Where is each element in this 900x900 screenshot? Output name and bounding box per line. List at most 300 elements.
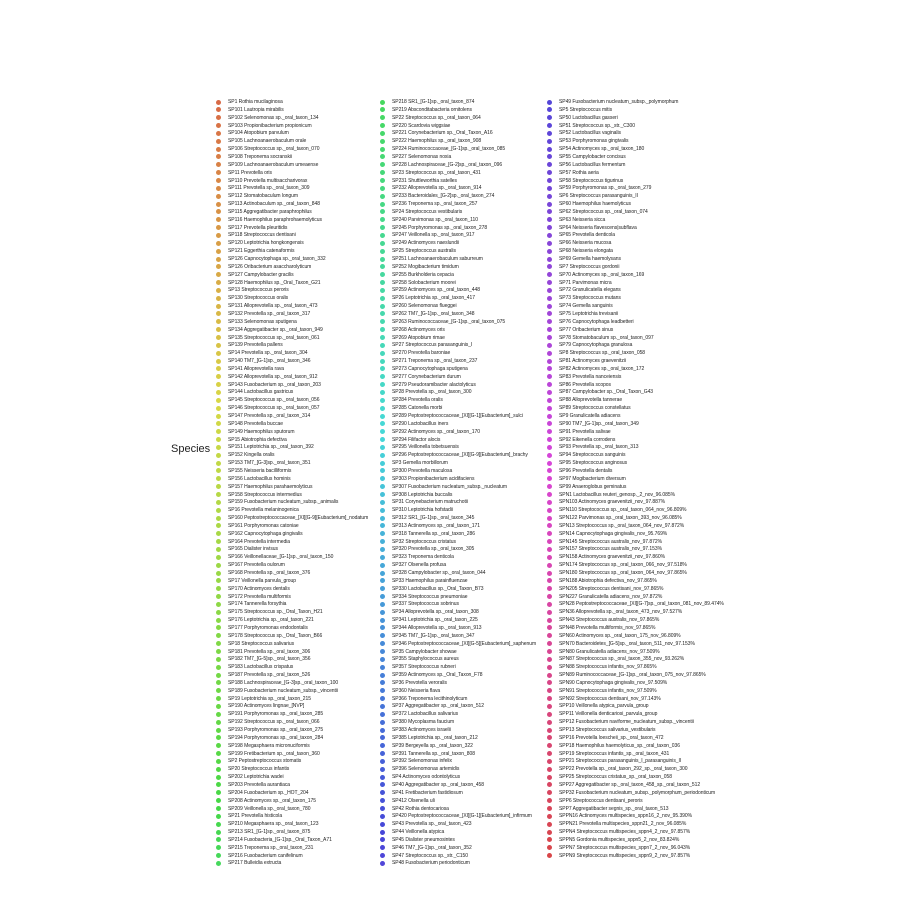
- legend-key-dot: [380, 602, 385, 607]
- legend-key-dot: [547, 194, 552, 199]
- legend-label: SP88 Alloprevotella tannerae: [559, 397, 623, 404]
- legend-entry: [380, 812, 532, 820]
- legend-entry: [380, 506, 453, 514]
- legend-key-dot: [380, 775, 385, 780]
- legend-label: SP86 Prevotella scopos: [559, 381, 611, 388]
- legend-label: SPP21 Streptococcus parasanguinis_I_parasanguinis_II: [559, 758, 682, 765]
- legend-entry: [216, 326, 323, 334]
- legend-entry: [216, 687, 338, 695]
- legend-label: SP164 Prevotella intermedia: [228, 538, 291, 545]
- legend-label: SP34 Alloprevotella sp._oral_taxon_308: [392, 609, 479, 616]
- legend-label: SP128 Haemophilus sp._Oral_Taxon_G21: [228, 279, 321, 286]
- legend-label: SPN174 Streptococcus sp._oral_taxon_066_nov_97.518%: [559, 562, 687, 569]
- legend-label: SP4 Actinomyces odontolyticus: [392, 774, 461, 781]
- legend-label: SP111 Prevotella sp._oral_taxon_309: [228, 185, 310, 192]
- legend-label: SP101 Lautropia mirabilis: [228, 106, 284, 113]
- legend-label: SP167 Prevotella oulorum: [228, 562, 285, 569]
- legend-entry: [547, 404, 631, 412]
- legend-entry: [547, 506, 686, 514]
- legend-entry: [216, 522, 299, 530]
- legend-entry: [380, 436, 440, 444]
- legend-entry: [547, 341, 632, 349]
- legend-label: SP9 Granulicatella adiacens: [559, 413, 621, 419]
- legend-entry: [380, 757, 452, 765]
- legend-entry: [380, 828, 444, 836]
- legend-entry: [547, 145, 644, 153]
- legend-label: SP181 Prevotella sp._oral_taxon_306: [228, 648, 311, 655]
- legend-label: SP231 Shuttleworthia satelles: [392, 177, 457, 184]
- legend-key-dot: [380, 837, 385, 842]
- legend-key-dot: [380, 790, 385, 795]
- legend-key-dot: [216, 696, 221, 701]
- legend-key-dot: [380, 657, 385, 662]
- legend-label: SPN28 Peptostreptococcaceae_[XI][G-7]sp._oral_taxon_081_nov_89.474%: [559, 601, 724, 608]
- legend-entry: [547, 828, 690, 836]
- legend-entry: [380, 702, 484, 710]
- legend-key-dot: [216, 508, 221, 513]
- legend-entry: [547, 522, 684, 530]
- legend-label: SPN157 Streptococcus australis_nov_97.153%: [559, 546, 662, 553]
- legend-key-dot: [547, 798, 552, 803]
- legend-entry: [380, 475, 474, 483]
- legend-key-dot: [547, 476, 552, 481]
- legend-key-dot: [547, 539, 552, 544]
- legend-label: SP106 Streptococcus sp._oral_taxon_070: [228, 146, 320, 153]
- legend-label: SP126 Oribacterium asaccharolyticum: [228, 263, 312, 270]
- legend-key-dot: [216, 217, 221, 222]
- legend-key-dot: [216, 728, 221, 733]
- legend-entry: [547, 820, 686, 828]
- legend-label: SPN1 Lactobacillus reuteri_genosp._2_nov_96.085%: [559, 491, 676, 498]
- legend-entry: [547, 161, 625, 169]
- legend-label: SPP7 Aggregatibacter segnis_sp._oral_taxon_513: [559, 805, 669, 812]
- legend-label: SPP22 Prevotella sp._oral_taxon_292_sp._oral_taxon_300: [559, 766, 688, 773]
- legend-entry: [216, 506, 299, 514]
- legend-key-dot: [380, 594, 385, 599]
- legend-key-dot: [380, 782, 385, 787]
- legend-key-dot: [547, 822, 552, 827]
- legend-label: SP295 Veillonella tobetsuensis: [392, 444, 459, 451]
- legend-entry: [380, 773, 460, 781]
- legend-key-dot: [216, 115, 221, 120]
- legend-key-dot: [380, 406, 385, 411]
- legend-entry: [380, 679, 447, 687]
- legend-label: SP66 Neisseria mucosa: [559, 240, 612, 247]
- legend-key-dot: [547, 209, 552, 214]
- legend-label: SP1 Rothia mucilaginosa: [228, 99, 283, 105]
- legend-key-dot: [380, 115, 385, 120]
- legend-key-dot: [216, 673, 221, 678]
- legend-entry: [547, 436, 615, 444]
- legend-key-dot: [380, 272, 385, 277]
- legend-key-dot: [380, 853, 385, 858]
- legend-entry: [216, 805, 310, 813]
- legend-entry: [216, 702, 304, 710]
- legend-label: SP360 Neisseria flava: [392, 687, 441, 694]
- legend-key-dot: [547, 673, 552, 678]
- legend-entry: [380, 655, 459, 663]
- legend-entry: [380, 451, 528, 459]
- legend-key-dot: [547, 665, 552, 670]
- legend-entry: [547, 224, 637, 232]
- legend-label: SP132 Prevotella sp._oral_taxon_317: [228, 310, 311, 317]
- legend-key-dot: [216, 555, 221, 560]
- legend-key-dot: [547, 233, 552, 238]
- legend-key-dot: [216, 853, 221, 858]
- legend-label: SP28 Prevotella sp._oral_taxon_300: [392, 389, 472, 396]
- legend-entry: [380, 420, 448, 428]
- legend-key-dot: [216, 343, 221, 348]
- legend-entry: [380, 593, 468, 601]
- legend-key-dot: [380, 233, 385, 238]
- legend-key-dot: [380, 453, 385, 458]
- legend-label: SP166 Veillonellaceae_[G-1]sp._oral_taxon_150: [228, 554, 334, 561]
- legend-entry: [547, 114, 618, 122]
- legend-label: SP90 TM7_[G-1]sp._oral_taxon_349: [559, 420, 639, 427]
- legend-entry: [216, 600, 286, 608]
- legend-entry: [216, 852, 303, 860]
- legend-entry: [547, 624, 655, 632]
- legend-label: SP113 Actinobaculum sp._oral_taxon_848: [228, 201, 320, 208]
- legend-label: SP217 Bulleidia extructa: [228, 860, 282, 867]
- legend-key-dot: [216, 704, 221, 709]
- legend-key-dot: [216, 319, 221, 324]
- legend-entry: [547, 373, 621, 381]
- legend-label: SP290 Lactobacillus iners: [392, 420, 449, 427]
- legend-label: SP318 Tannerella sp._oral_taxon_286: [392, 530, 475, 537]
- legend-label: SPP32 Fusobacterium nucleatum_subsp._polymorphum_periodonticum: [559, 789, 716, 796]
- legend-key-dot: [380, 704, 385, 709]
- legend-label: SP44 Veillonella atypica: [392, 829, 445, 836]
- legend-label: SP118 Streptococcus dentisani: [228, 232, 296, 239]
- legend-label: SP83 Prevotella nanceiensis: [559, 373, 622, 380]
- legend-label: SP18 Streptococcus salivarius: [228, 640, 295, 647]
- legend-key-dot: [547, 264, 552, 269]
- legend-label: SP233 Bacteroidales_[G-2]sp._oral_taxon_274: [392, 193, 495, 200]
- legend-label: SP46 TM7_[G-1]sp._oral_taxon_352: [392, 844, 472, 851]
- legend-entry: [547, 271, 644, 279]
- legend-key-dot: [380, 382, 385, 387]
- legend-label: SP71 Parvimonas micra: [559, 279, 612, 286]
- legend-entry: [380, 208, 462, 216]
- legend-entry: [216, 200, 320, 208]
- legend-key-dot: [547, 657, 552, 662]
- legend-entry: [216, 710, 323, 718]
- legend-label: SP120 Leptotrichia hongkongensis: [228, 240, 304, 247]
- legend-key-dot: [216, 170, 221, 175]
- legend-label: SP94 Streptococcus sanguinis: [559, 452, 626, 459]
- legend-key-dot: [216, 720, 221, 725]
- legend-key-dot: [380, 107, 385, 112]
- legend-entry: [547, 216, 605, 224]
- legend-key-dot: [547, 249, 552, 254]
- legend-entry: [380, 443, 459, 451]
- legend-label: SP58 Streptococcus tigurinus: [559, 177, 624, 184]
- legend-entry: [547, 812, 692, 820]
- legend-label: SPN110 Streptococcus sp._oral_taxon_064_nov_96.809%: [559, 507, 687, 514]
- legend-entry: [380, 624, 482, 632]
- legend-entry: [216, 177, 307, 185]
- legend-label: SP14 Prevotella sp._oral_taxon_304: [228, 350, 308, 357]
- legend-label: SP140 TM7_[G-1]sp._oral_taxon_346: [228, 358, 311, 365]
- legend-key-dot: [216, 154, 221, 159]
- legend-key-dot: [216, 476, 221, 481]
- legend-entry: [216, 451, 274, 459]
- legend-entry: [380, 200, 477, 208]
- legend-entry: [216, 553, 333, 561]
- legend-label: SPPN9 Streptococcus multispecies_sppn9_2_nov_97.857%: [559, 852, 691, 859]
- legend-key-dot: [547, 123, 552, 128]
- legend-entry: [380, 459, 448, 467]
- legend-key-dot: [380, 186, 385, 191]
- legend-label: SP139 Prevotella pallens: [228, 342, 283, 349]
- legend-entry: [380, 538, 456, 546]
- legend-label: SP50 Lactobacillus gasseri: [559, 114, 618, 121]
- legend-entry: [216, 396, 320, 404]
- legend-entry: [380, 184, 482, 192]
- legend-entry: [216, 231, 296, 239]
- legend-entry: [547, 318, 634, 326]
- legend-label: SP3 Gemella morbillorum: [392, 460, 448, 467]
- legend-label: SP380 Mycoplasma faucium: [392, 719, 455, 726]
- legend-entry: [547, 98, 678, 106]
- legend-entry: [547, 600, 724, 608]
- legend-entry: [216, 436, 287, 444]
- legend-key-dot: [380, 225, 385, 230]
- legend-key-dot: [380, 390, 385, 395]
- legend-key-dot: [547, 775, 552, 780]
- legend-entry: [216, 357, 310, 365]
- legend-label: SPP27 Aggregatibacter sp._oral_taxon_458_sp._oral_taxon_512: [559, 781, 701, 788]
- legend-key-dot: [547, 704, 552, 709]
- legend-label: SPPN5 Gordonia multispecies_sppn5_2_nov_83.824%: [559, 836, 680, 843]
- legend-label: SPN88 Streptococcus infantis_nov_97.865%: [559, 664, 657, 671]
- legend-label: SPP6 Streptococcus dentisani_peroris: [559, 797, 643, 804]
- legend-label: SP22 Streptococcus sp._oral_taxon_064: [392, 114, 481, 121]
- legend-label: SP108 Treponema socranskii: [228, 153, 293, 160]
- legend-label: SP110 Prevotella multisaccharivorax: [228, 177, 308, 184]
- legend-key-dot: [216, 586, 221, 591]
- legend-label: SP68 Neisseria elongata: [559, 248, 613, 255]
- legend-entry: [216, 750, 320, 758]
- legend-label: SP296 Peptostreptococcaceae_[XI][G-9][Eubacterium]_brachy: [392, 452, 528, 459]
- legend-key-dot: [547, 186, 552, 191]
- legend-label: SP115 Aggregatibacter paraphrophilus: [228, 208, 312, 215]
- legend-key-dot: [216, 296, 221, 301]
- legend-label: SPN70 Bacteroidetes_[G-5]sp._oral_taxon_511_nov_97.153%: [559, 640, 695, 647]
- legend-key-dot: [380, 610, 385, 615]
- legend-entry: [380, 844, 472, 852]
- legend-label: SP35 Campylobacter showae: [392, 648, 457, 655]
- legend-key-dot: [380, 806, 385, 811]
- legend-key-dot: [216, 194, 221, 199]
- legend-entry: [216, 341, 283, 349]
- legend-label: SP232 Alloprevotella sp._oral_taxon_914: [392, 185, 482, 192]
- legend-entry: [216, 671, 310, 679]
- legend-label: SP56 Lactobacillus fermentum: [559, 161, 626, 168]
- legend-label: SP312 SR1_[G-1]sp._oral_taxon_345: [392, 515, 475, 522]
- legend-key-dot: [380, 523, 385, 528]
- legend-label: SP279 Pseudoramibacter alactolyticus: [392, 381, 476, 388]
- legend-label: SP292 Actinomyces sp._oral_taxon_170: [392, 428, 480, 435]
- legend-entry: [216, 483, 312, 491]
- legend-key-dot: [216, 618, 221, 623]
- legend-key-dot: [380, 759, 385, 764]
- legend-label: SP263 Ruminococcaceae_[G-1]sp._oral_taxon_075: [392, 318, 506, 325]
- legend-label: SP49 Fusobacterium nucleatum_subsp._polymorphum: [559, 99, 679, 105]
- legend-key-dot: [380, 249, 385, 254]
- legend-label: SP191 Porphyromonas sp._oral_taxon_285: [228, 711, 324, 718]
- legend-key-dot: [547, 688, 552, 693]
- legend-entry: [216, 412, 310, 420]
- legend-entry: [547, 742, 680, 750]
- legend-key-dot: [380, 100, 385, 105]
- legend-key-dot: [216, 382, 221, 387]
- legend-label: SP383 Actinomyces israelii: [392, 727, 451, 733]
- legend-key-dot: [380, 414, 385, 419]
- legend-entry: [547, 538, 662, 546]
- legend-entry: [380, 326, 445, 334]
- legend-key-dot: [380, 861, 385, 866]
- legend-entry: [380, 498, 468, 506]
- legend-key-dot: [547, 814, 552, 819]
- legend-entry: [216, 98, 283, 106]
- legend-label: SP141 Alloprevotella rava: [228, 365, 285, 372]
- legend-label: SP146 Streptococcus sp._oral_taxon_057: [228, 405, 320, 412]
- legend-key-dot: [547, 107, 552, 112]
- legend-key-dot: [216, 531, 221, 536]
- legend-entry: [547, 498, 665, 506]
- legend-label: SPPN7 Streptococcus multispecies_sppn7_2_nov_96.043%: [559, 844, 691, 851]
- legend-entry: [216, 828, 310, 836]
- legend-label: SP328 Campylobacter sp._oral_taxon_044: [392, 570, 486, 576]
- legend-key-dot: [547, 398, 552, 403]
- legend-entry: [547, 695, 661, 703]
- legend-entry: [547, 593, 662, 601]
- legend-entry: [216, 836, 332, 844]
- legend-key-dot: [216, 398, 221, 403]
- legend-key-dot: [547, 311, 552, 316]
- legend-key-dot: [547, 743, 552, 748]
- legend-label: SPP18 Haemophilus haemolyticus_sp._oral_taxon_036: [559, 742, 680, 749]
- legend-key-dot: [547, 720, 552, 725]
- legend-label: SP47 Streptococcus sp._str._C150: [392, 852, 468, 859]
- legend-key-dot: [380, 194, 385, 199]
- legend-label: SP176 Leptotrichia sp._oral_taxon_221: [228, 617, 314, 624]
- legend-entry: [380, 373, 461, 381]
- legend-entry: [216, 184, 309, 192]
- legend-key-dot: [380, 586, 385, 591]
- legend-label: SPN91 Streptococcus infantis_nov_97.509%: [559, 687, 657, 694]
- legend-label: SP285 Catonella morbi: [392, 405, 443, 412]
- legend-key-dot: [547, 790, 552, 795]
- legend-entry: [380, 467, 452, 475]
- legend-entry: [216, 106, 284, 114]
- legend-label: SP151 Leptotrichia sp._oral_taxon_392: [228, 444, 314, 451]
- legend-key-dot: [547, 241, 552, 246]
- legend-key-dot: [380, 343, 385, 348]
- legend-key-dot: [547, 170, 552, 175]
- legend-key-dot: [216, 178, 221, 183]
- legend-key-dot: [380, 209, 385, 214]
- legend-key-dot: [216, 437, 221, 442]
- legend-entry: [547, 106, 612, 114]
- legend-entry: [380, 192, 494, 200]
- legend-entry: [380, 577, 467, 585]
- legend-entry: [380, 177, 457, 185]
- legend-key-dot: [547, 351, 552, 356]
- legend-entry: [547, 475, 626, 483]
- legend-label: SP147 Prevotella sp._oral_taxon_314: [228, 413, 311, 419]
- legend-key-dot: [547, 327, 552, 332]
- legend-label: SP165 Dialister invisus: [228, 546, 278, 553]
- legend-label: SP157 Haemophilus parahaemolyticus: [228, 483, 313, 490]
- legend-key-dot: [547, 751, 552, 756]
- legend-key-dot: [547, 680, 552, 685]
- legend-entry: [380, 310, 474, 318]
- legend-label: SP159 Fusobacterium nucleatum_subsp._animalis: [228, 499, 339, 506]
- legend-label: SP240 Parvimonas sp._oral_taxon_110: [392, 216, 478, 223]
- legend-key-dot: [216, 822, 221, 827]
- legend-entry: [380, 600, 459, 608]
- legend-entry: [547, 836, 679, 844]
- legend-label: SP31 Corynebacterium matruchotii: [392, 499, 468, 506]
- legend-entry: [547, 852, 690, 860]
- legend-label: SPN158 Actinomyces graevenitzii_nov_97.860%: [559, 554, 665, 561]
- legend-entry: [547, 467, 612, 475]
- legend-key-dot: [216, 594, 221, 599]
- legend-key-dot: [216, 500, 221, 505]
- legend-key-dot: [547, 257, 552, 262]
- legend-label: SP87 Campylobacter sp._Oral_Taxon_G43: [559, 389, 654, 396]
- legend-label: SP392 Selenomonas infelix: [392, 758, 452, 765]
- legend-label: SP178 Streptococcus sp._Oral_Taxon_B66: [228, 632, 323, 639]
- legend-label: SP273 Capnocytophaga sputigena: [392, 365, 468, 372]
- legend-key-dot: [380, 555, 385, 560]
- legend-label: SP391 Tannerella sp._oral_taxon_808: [392, 750, 475, 757]
- legend-key-dot: [216, 202, 221, 207]
- legend-entry: [216, 286, 289, 294]
- legend-entry: [547, 310, 618, 318]
- legend-key-dot: [380, 154, 385, 159]
- legend-entry: [380, 648, 457, 656]
- legend-entry: [380, 710, 458, 718]
- legend-key-dot: [380, 319, 385, 324]
- legend-entry: [380, 663, 456, 671]
- legend-label: SP121 Eggerthia catenaformis: [228, 248, 295, 255]
- legend-entry: [216, 310, 310, 318]
- legend-label: SP190 Actinomyces lingnae_[NVP]: [228, 703, 305, 710]
- legend-key-dot: [547, 421, 552, 426]
- legend-label: SP222 Haemophilus sp._oral_taxon_908: [392, 138, 482, 145]
- legend-entry: [216, 695, 311, 703]
- legend-label: SP27 Streptococcus parasanguinis_I: [392, 342, 473, 349]
- legend-key-dot: [380, 712, 385, 717]
- legend-label: SP78 Stomatobaculum sp._oral_taxon_097: [559, 334, 654, 341]
- legend-key-dot: [216, 139, 221, 144]
- legend-label: SP26 Leptotrichia sp._oral_taxon_417: [392, 295, 475, 302]
- legend-key-dot: [547, 131, 552, 136]
- legend-label: SP170 Actinomyces dentalis: [228, 585, 290, 592]
- legend-key-dot: [216, 492, 221, 497]
- legend-entry: [216, 137, 306, 145]
- legend-entry: [216, 859, 281, 867]
- legend-entry: [216, 679, 338, 687]
- legend-key-dot: [547, 343, 552, 348]
- legend-entry: [216, 169, 272, 177]
- legend-label: SP168 Prevotella sp._oral_taxon_376: [228, 570, 311, 576]
- legend-label: SP346 Peptostreptococcaceae_[XI][G-5][Eubacterium]_saphenum: [392, 640, 537, 647]
